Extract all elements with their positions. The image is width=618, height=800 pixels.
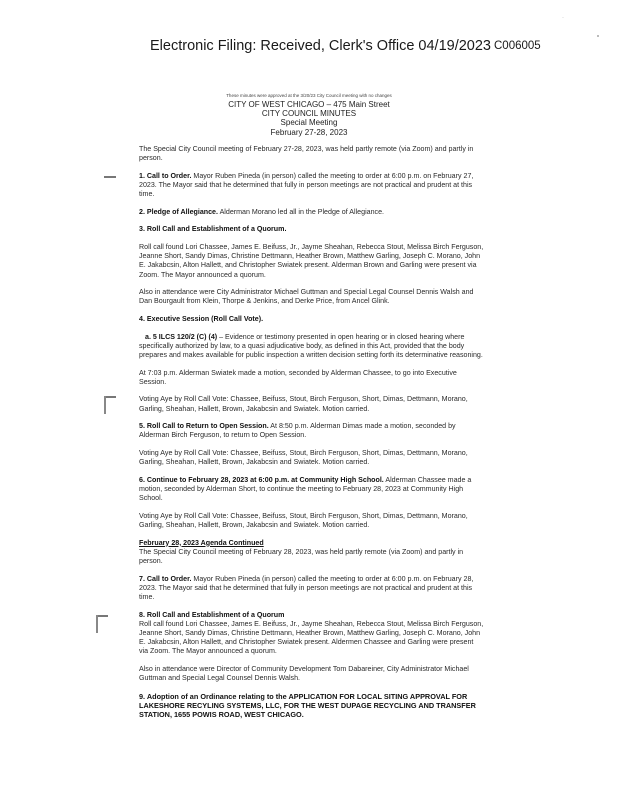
item-continue (139, 476, 484, 504)
meeting-date: February 27-28, 2023 (270, 127, 348, 137)
item-heading: 7. Call to Order. (139, 574, 192, 583)
corner-tick-mark: · (562, 15, 564, 21)
item-text: Alderman Morano led all in the Pledge of Allegiance. (217, 207, 385, 216)
item-roll-call-heading-2: 8. Roll Call and Establishment of a Quorum (139, 610, 285, 619)
document-id: C006005 (494, 40, 541, 52)
meeting-type: Special Meeting (280, 118, 338, 128)
item-heading: 1. Call to Order. (139, 171, 192, 180)
item-open-session (139, 422, 484, 440)
city-address: CITY OF WEST CHICAGO – 475 Main Street (228, 100, 390, 109)
attendance-paragraph-2: Also in attendance were Director of Community Development Tom Dabareiner, City Administrator Michael Guttman and Special Legal Counsel Dennis Walsh. (139, 664, 469, 683)
statute-reference: a. 5 ILCS 120/2 (C) (4) (145, 332, 218, 341)
intro-paragraph: The Special City Council meeting of February 27-28, 2023, was held partly remote (via Zoom) and partly in person. (139, 145, 474, 163)
vote-paragraph: Voting Aye by Roll Call Vote: Chassee, Beifuss, Stout, Birch Ferguson, Short, Dimas, Dettmann, Morano, Garling, Sheahan, Hallett, Brown, Jakabcsin and Swiatek. Motion carried. (139, 395, 468, 413)
minutes-header (0, 100, 618, 137)
item-call-to-order (139, 172, 484, 200)
vote-paragraph: Voting Aye by Roll Call Vote: Chassee, Beifuss, Stout, Birch Ferguson, Short, Dimas, Dettmann, Morano, Garling, Sheahan, Hallett, Brown, Jakabcsin and Swiatek. Motion carried. (139, 448, 468, 467)
executive-session-statute (139, 333, 484, 361)
attendance-paragraph: Also in attendance were City Administrator Michael Guttman and Special Legal Counsel Dennis Walsh and Dan Bourgault from Klein, Thorpe & Jenkins, and Derke Price, from Ancel Glink. (139, 288, 474, 306)
roll-call-paragraph-2: Roll call found Lori Chassee, James E. Beifuss, Jr., Jayme Sheahan, Rebecca Stout, Melissa Birch Ferguson, Jeanne Short, Sandy Dimas, Christine Dettmann, Heather Brown, Matthew Garling, Joseph C. Morano, John E. Jakabcsin, Alton Hallett, and Christopher Swiatek present. Aldermen Chassee and Garling were present via Zoom. The Mayor announced a quorum. (139, 619, 484, 656)
minutes-body (139, 145, 484, 728)
statute-text: – Evidence or testimony presented in open hearing or in closed hearing where specifically authorized by law, to a quasi adjudicative body, as defined in this Act, provided that the body prepares and makes available for public inspection a written decision setting forth its determinative reasoning. (139, 332, 483, 359)
margin-mark (104, 176, 116, 178)
item-heading: 2. Pledge of Allegiance. (139, 207, 218, 216)
vote-paragraph: Voting Aye by Roll Call Vote: Chassee, Beifuss, Stout, Birch Ferguson, Short, Dimas, Dettmann, Morano, Garling, Sheahan, Hallett, Brown, Jakabcsin and Swiatek. Motion carried. (139, 511, 468, 529)
filing-stamp: Electronic Filing: Received, Clerk's Office 04/19/2023 (150, 38, 491, 54)
item-heading: 5. Roll Call to Return to Open Session. (139, 422, 269, 431)
continued-intro: The Special City Council meeting of February 28, 2023, was held partly remote (via Zoom) and partly in person. (139, 547, 464, 565)
item-heading: 6. Continue to February 28, 2023 at 6:00 p.m. at Community High School. (139, 475, 384, 484)
minutes-title: CITY COUNCIL MINUTES (261, 109, 357, 119)
item-ordinance-adoption: 9. Adoption of an Ordinance relating to the APPLICATION FOR LOCAL SITING APPROVAL FOR LAKESHORE RECYLING SYSTEMS, LLC, FOR THE WEST DUPAGE RECYCLING AND TRANSFER STATION, 1655 POWIS ROAD, WEST CHICAGO. (139, 691, 476, 720)
roll-call-paragraph: Roll call found Lori Chassee, James E. Beifuss, Jr., Jayme Sheahan, Rebecca Stout, Melissa Birch Ferguson, Jeanne Short, Sandy Dimas, Christine Dettmann, Heather Brown, Matthew Garling, Joseph C. Morano, John E. Jakabcsin, Alton Hallett, and Christopher Swiatek present. Alderman Brown and Garling were present via Zoom. The Mayor announced a quorum. (139, 242, 484, 279)
item-text: Mayor Ruben Pineda (in person) called the meeting to order at 6:00 p.m. on February 28, 2023. The Mayor said that he determined that fully in person meetings are not practical and prudent at this time. (139, 574, 474, 601)
continued-heading: February 28, 2023 Agenda Continued (139, 538, 264, 547)
item-text: At 8:50 p.m. Alderman Dimas made a motion, seconded by Alderman Birch Ferguson, to return to Open Session. (139, 422, 456, 440)
corner-dot-mark (597, 35, 599, 37)
approval-note: These minutes were approved at the 3/20/23 City Council meeting with no changes (226, 93, 392, 98)
margin-mark (104, 396, 116, 398)
item-call-to-order-2 (139, 575, 484, 603)
item-executive-session-heading: 4. Executive Session (Roll Call Vote). (139, 314, 264, 323)
item-roll-call-heading: 3. Roll Call and Establishment of a Quorum. (139, 225, 287, 234)
item-pledge (139, 208, 484, 217)
continued-section (139, 539, 484, 548)
item-text: Alderman Chassee made a motion, seconded by Alderman Short, to continue the meeting to February 28, 2023 at Community High School. (139, 475, 472, 503)
executive-session-motion: At 7:03 p.m. Alderman Swiatek made a motion, seconded by Alderman Chassee, to go into Executive Session. (139, 368, 457, 386)
margin-mark (96, 615, 108, 617)
item-text: Mayor Ruben Pineda (in person) called the meeting to order at 6:00 p.m. on February 27, 2023. The Mayor said that he determined that fully in person meetings are not practical and prudent at this time. (139, 171, 474, 199)
